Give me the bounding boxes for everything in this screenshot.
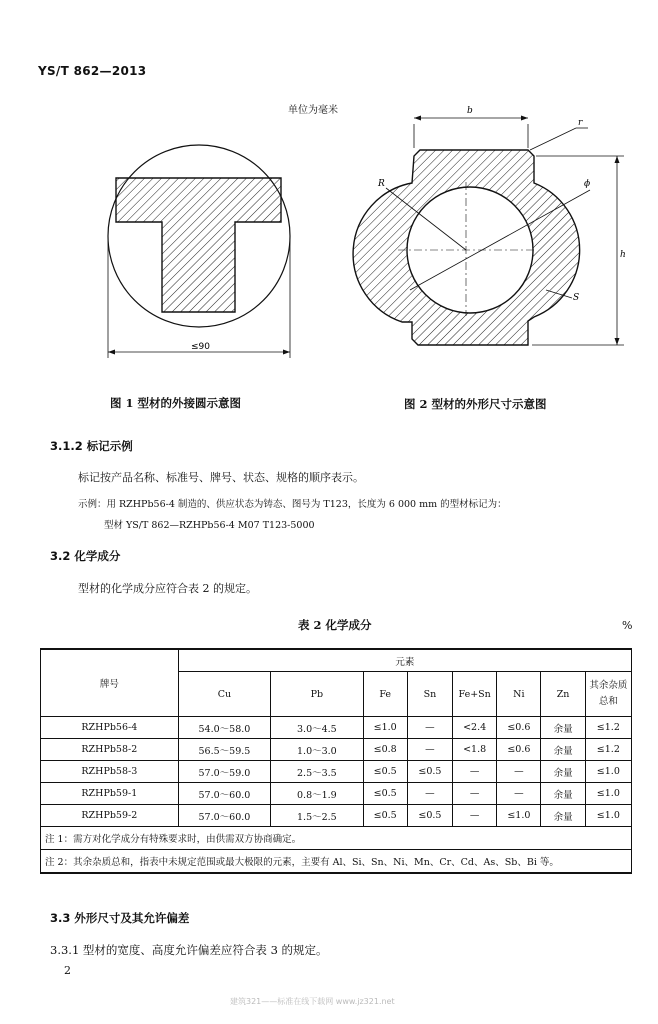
label-R: R xyxy=(378,179,385,189)
label-r: r xyxy=(578,118,583,128)
col-zn: Zn xyxy=(541,672,585,717)
page-number: 2 xyxy=(64,964,71,977)
cell-sn: — xyxy=(407,739,452,761)
cell-fe-sn: — xyxy=(453,805,497,827)
cell-cu: 56.5～59.5 xyxy=(178,739,270,761)
col-cu: Cu xyxy=(178,672,270,717)
header-elements: 元素 xyxy=(178,649,631,672)
standard-code: YS/T 862—2013 xyxy=(38,64,147,78)
figure-2 xyxy=(353,106,626,345)
col-other-impurities: 其余杂质总和 xyxy=(585,672,631,717)
paragraph-3-3-1: 3.3.1 型材的宽度、高度允许偏差应符合表 3 的规定。 xyxy=(50,943,328,957)
cell-pb: 1.5～2.5 xyxy=(271,805,363,827)
cell-fe: ≤0.5 xyxy=(363,783,407,805)
cell-fe: ≤1.0 xyxy=(363,717,407,739)
table-note-1: 注 1：需方对化学成分有特殊要求时，由供需双方协商确定。 xyxy=(41,827,632,850)
col-pb: Pb xyxy=(271,672,363,717)
cell-fe: ≤0.5 xyxy=(363,761,407,783)
cell-ni: ≤0.6 xyxy=(497,739,541,761)
cell-grade: RZHPb59-2 xyxy=(41,805,179,827)
cell-pb: 3.0～4.5 xyxy=(271,717,363,739)
marking-example: 示例：用 RZHPb56-4 制造的、供应状态为铸态、图号为 T123，长度为 6 000 mm 的型材标记为： xyxy=(78,499,507,510)
cell-sn: — xyxy=(407,717,452,739)
table-row xyxy=(41,717,632,739)
col-sn: Sn xyxy=(407,672,452,717)
cell-cu: 57.0～60.0 xyxy=(178,783,270,805)
unit-note: 单位为毫米 xyxy=(288,105,338,116)
cell-grade: RZHPb58-2 xyxy=(41,739,179,761)
cell-zn: 余量 xyxy=(541,761,585,783)
label-h: h xyxy=(620,250,626,260)
cell-pb: 2.5～3.5 xyxy=(271,761,363,783)
cell-ni: ≤0.6 xyxy=(497,717,541,739)
cell-cu: 57.0～59.0 xyxy=(178,761,270,783)
cell-fe-sn: <1.8 xyxy=(453,739,497,761)
table-row xyxy=(41,761,632,783)
cell-other: ≤1.0 xyxy=(585,761,631,783)
label-b: b xyxy=(467,106,473,116)
table-row xyxy=(41,783,632,805)
label-S: S xyxy=(573,293,580,303)
label-phi: ϕ xyxy=(584,179,591,189)
marking-example-mark: 型材 YS/T 862—RZHPb56-4 M07 T123-5000 xyxy=(104,520,315,531)
chemical-composition-table xyxy=(40,648,632,874)
table-2-title: 表 2 化学成分 xyxy=(298,618,372,632)
cell-cu: 57.0～60.0 xyxy=(178,805,270,827)
cell-pb: 0.8～1.9 xyxy=(271,783,363,805)
cell-sn: ≤0.5 xyxy=(407,761,452,783)
cell-other: ≤1.2 xyxy=(585,717,631,739)
figure-1 xyxy=(108,145,290,358)
figure-1-caption: 图 1 型材的外接圆示意图 xyxy=(110,396,242,410)
cell-fe: ≤0.8 xyxy=(363,739,407,761)
fig1-dim-label: ≤90 xyxy=(191,342,210,352)
cell-ni: ≤1.0 xyxy=(497,805,541,827)
cell-other: ≤1.2 xyxy=(585,739,631,761)
cell-cu: 54.0～58.0 xyxy=(178,717,270,739)
table-2-unit: % xyxy=(622,619,633,632)
cell-grade: RZHPb59-1 xyxy=(41,783,179,805)
cell-grade: RZHPb56-4 xyxy=(41,717,179,739)
table-row xyxy=(41,739,632,761)
heading-3-3: 3.3 外形尺寸及其允许偏差 xyxy=(50,911,190,925)
heading-3-2: 3.2 化学成分 xyxy=(50,549,121,563)
col-ni: Ni xyxy=(497,672,541,717)
cell-sn: ≤0.5 xyxy=(407,805,452,827)
cell-pb: 1.0～3.0 xyxy=(271,739,363,761)
cell-other: ≤1.0 xyxy=(585,805,631,827)
cell-zn: 余量 xyxy=(541,739,585,761)
cell-fe-sn: — xyxy=(453,761,497,783)
marking-text: 标记按产品名称、标准号、牌号、状态、规格的顺序表示。 xyxy=(78,471,364,484)
watermark: 建筑321——标准在线下载网 www.jz321.net xyxy=(230,997,395,1006)
cell-fe-sn: <2.4 xyxy=(453,717,497,739)
cell-fe: ≤0.5 xyxy=(363,805,407,827)
table-note-2: 注 2：其余杂质总和，指表中未规定范围或最大极限的元素，主要有 Al、Si、Sn、Ni、Mn、Cr、Cd、As、Sb、Bi 等。 xyxy=(41,850,632,874)
figures-area xyxy=(0,0,658,420)
cell-other: ≤1.0 xyxy=(585,783,631,805)
cell-ni: — xyxy=(497,761,541,783)
chem-text: 型材的化学成分应符合表 2 的规定。 xyxy=(78,582,257,595)
profile-outer xyxy=(353,150,580,345)
header-grade: 牌号 xyxy=(41,649,179,717)
cell-ni: — xyxy=(497,783,541,805)
cell-zn: 余量 xyxy=(541,783,585,805)
table-row xyxy=(41,805,632,827)
cell-fe-sn: — xyxy=(453,783,497,805)
col-fe-sn: Fe+Sn xyxy=(453,672,497,717)
cell-grade: RZHPb58-3 xyxy=(41,761,179,783)
figure-2-caption: 图 2 型材的外形尺寸示意图 xyxy=(404,397,547,411)
t-profile xyxy=(116,178,281,312)
cell-sn: — xyxy=(407,783,452,805)
cell-zn: 余量 xyxy=(541,805,585,827)
col-fe: Fe xyxy=(363,672,407,717)
heading-3-1-2: 3.1.2 标记示例 xyxy=(50,439,133,453)
cell-zn: 余量 xyxy=(541,717,585,739)
